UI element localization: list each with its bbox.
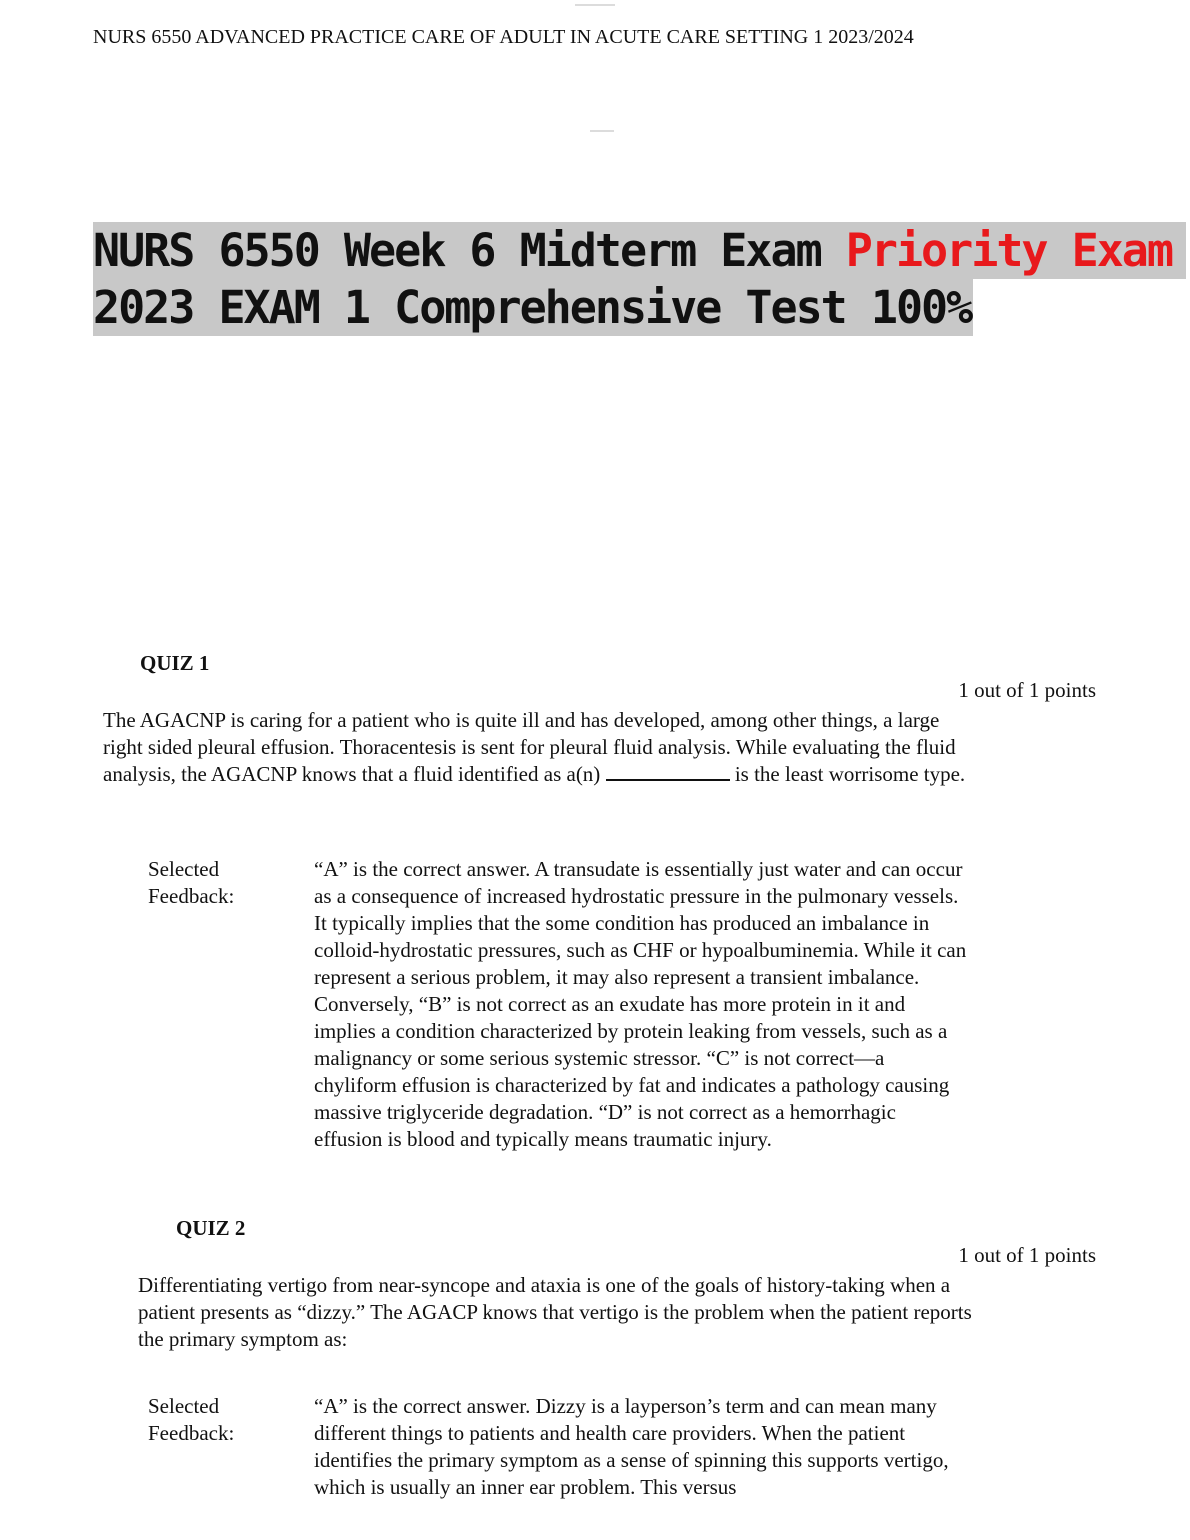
quiz-1-feedback: “A” is the correct answer. A transudate is essentially just water and can occur as a consequence of increased hydrostatic pressure in the pulmonary vessels. It typically implies that the some condition has produced an imbalance in colloid-hydrostatic pressures, such as CHF or hypoalbuminemia. While it can represent a serious problem, it may also represent a transient imbalance. Conversely, “B” is not correct as an exudate has more protein in it and implies a condition characterized by protein leaking from vessels, such as a malignancy or some serious systemic stressor. “C” is not correct—a chyliform effusion is characterized by fat and indicates a pathology causing massive triglyceride degradation. “D” is not correct as a hemorrhagic effusion is blood and typically means traumatic injury. [314, 857, 967, 1151]
title-line-1 [93, 222, 1172, 279]
quiz-2-points: 1 out of 1 points [958, 1243, 1096, 1267]
quiz-1-feedback-label: Selected Feedback: [148, 857, 235, 908]
running-header: NURS 6550 ADVANCED PRACTICE CARE OF ADULT IN ACUTE CARE SETTING 1 2023/2024 [93, 26, 914, 48]
title-line-2-text: 2023 EXAM 1 Comprehensive Test 100% [93, 281, 972, 334]
answer-blank [606, 765, 730, 781]
title-line-2 [93, 279, 1093, 336]
quiz-1-label: QUIZ 1 [140, 651, 210, 675]
quiz-2-label: QUIZ 2 [176, 1216, 246, 1240]
quiz-2-question: Differentiating vertigo from near-syncope and ataxia is one of the goals of history-taking when a patient presents as “dizzy.” The AGACP knows that vertigo is the problem when the patient reports the primary symptom as: [138, 1273, 972, 1351]
quiz-2-feedback: “A” is the correct answer. Dizzy is a layperson’s term and can mean many different things to patients and health care providers. When the patient identifies the primary symptom as a sense of spinning this supports vertigo, which is usually an inner ear problem. This versus [314, 1394, 949, 1499]
quiz-2-feedback-label: Selected Feedback: [148, 1394, 235, 1445]
quiz-1-question [103, 707, 983, 788]
scan-artifact-mid [590, 130, 614, 132]
quiz-1-question-text: The AGACNP is caring for a patient who is quite ill and has developed, among other things, a large right sided pleural effusion. Thoracentesis is sent for pleural fluid analysis. While evaluating the fluid analysis, the AGACNP knows that a fluid identified as a(n) [103, 708, 956, 786]
quiz-1-question-end: is the least worrisome type. [734, 762, 966, 786]
title-line-1-highlight: Priority Exam [845, 224, 1172, 277]
scan-artifact-top [575, 4, 615, 6]
quiz-1-points: 1 out of 1 points [958, 678, 1096, 702]
document-title [93, 222, 1172, 336]
title-line-1-main: NURS 6550 Week 6 Midterm Exam [93, 224, 846, 277]
